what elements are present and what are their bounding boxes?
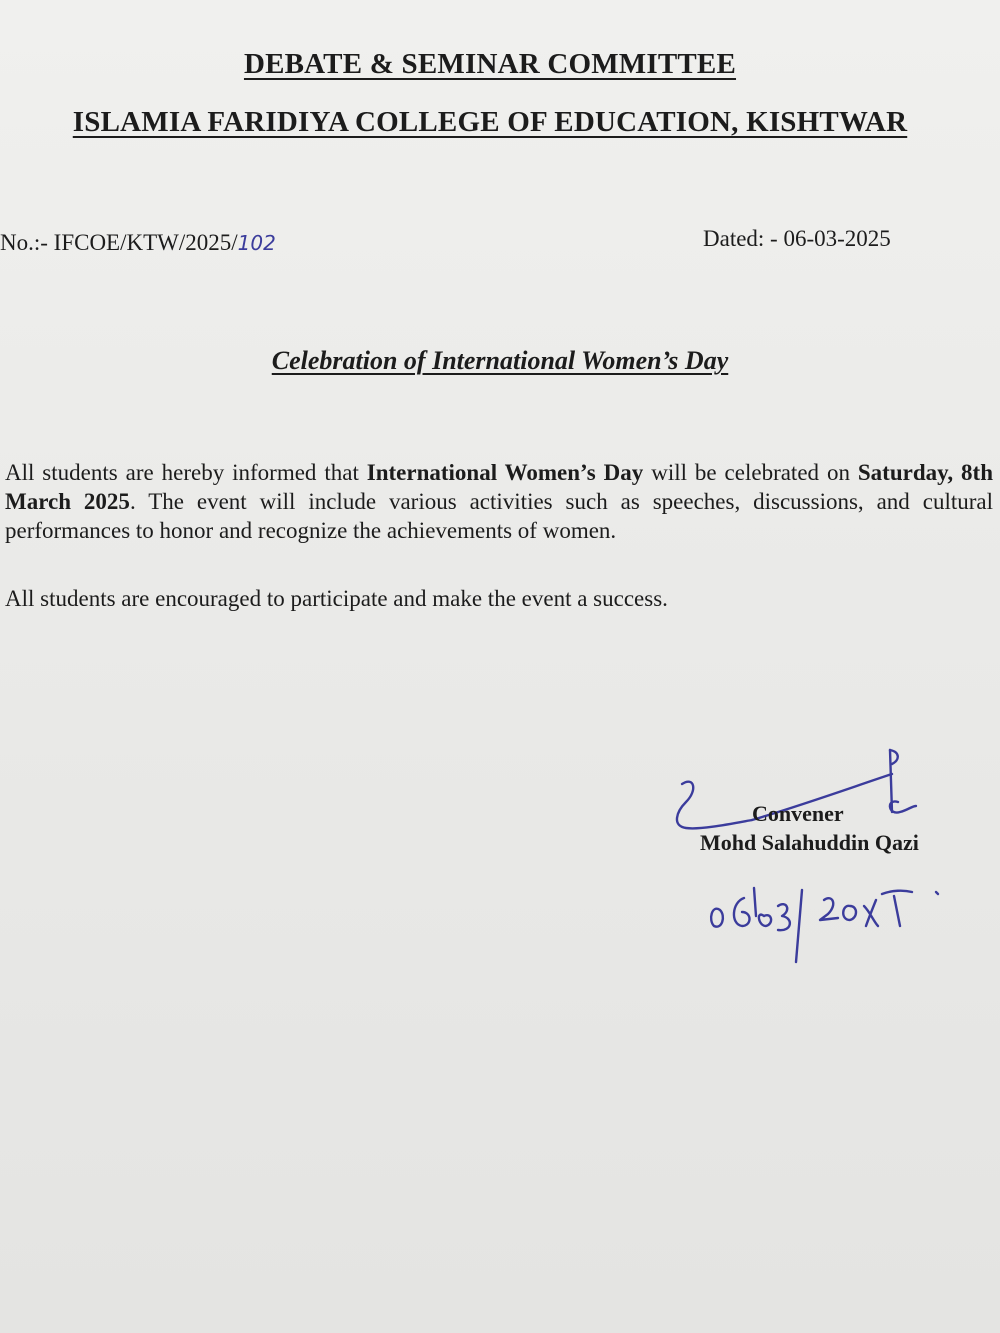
college-heading: ISLAMIA FARIDIYA COLLEGE OF EDUCATION, KISHTWAR: [72, 106, 908, 138]
dated-line: Dated: - 06-03-2025: [703, 226, 891, 251]
event-date: Saturday, 8th March 2025: [5, 460, 993, 514]
body-paragraph-1: All students are hereby informed that International Women’s Day will be celebrated on Saturday, 8th March 2025. The event will include various activities such as speeches, discussions, and cultural performances to honor and recognize the achievements of women.: [5, 460, 993, 543]
signatory-name: Mohd Salahuddin Qazi: [700, 830, 919, 855]
reference-number-printed: No.:- IFCOE/KTW/2025/: [0, 230, 238, 255]
reference-number: [0, 230, 276, 256]
signatory-role: Convener: [752, 801, 844, 826]
handwritten-signature: [660, 740, 980, 980]
reference-number-handwritten: 102: [237, 231, 276, 255]
body-paragraph-2: All students are encouraged to participate and make the event a success.: [5, 586, 668, 611]
event-name: International Women’s Day: [366, 460, 644, 485]
committee-heading: DEBATE & SEMINAR COMMITTEE: [243, 48, 737, 80]
subject-title: Celebration of International Women’s Day: [271, 346, 729, 375]
